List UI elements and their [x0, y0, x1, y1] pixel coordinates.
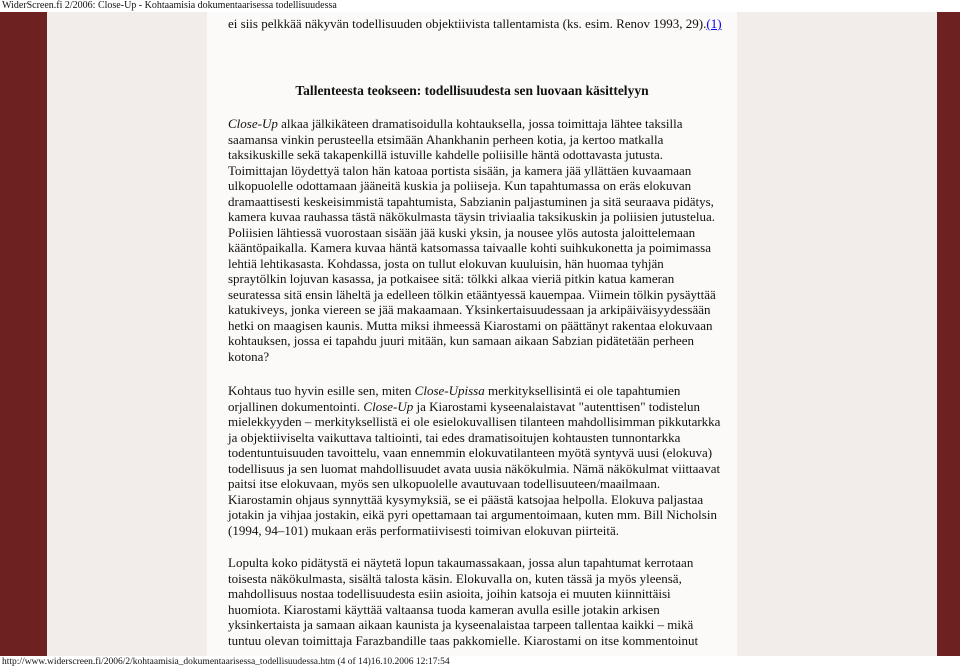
text-line: spraytölkin lojuvan kasassa, ja potkaisee sitä: tölkki alkaa vieriä pitkin katua kameran: [228, 271, 675, 286]
text-line: mielekkyyden – merkityksellistä ei ole esielokuvallisen tilanteen mahdollisimman pikkutarkka: [228, 414, 721, 429]
article-paragraph: [228, 116, 716, 364]
text-line: kamera kuvaa rauhassa tästä näkökulmasta täysin triviaalia taksikuskin ja poliisien jutustelua.: [228, 209, 716, 224]
text-line: Kohtaus tuo hyvin esille sen, miten Close-Upissa merkityksellisintä ei ole tapahtumien: [228, 383, 681, 398]
text-line: todentuntuisuuden tavoittelu, vaan ennemmin elokuvatilanteen myötä syntyvä uusi (elokuva): [228, 445, 713, 460]
text-line: jotakin ja vihjaa jostakin, eikä pyri opettamaan tai argumentoimaan, kuten mm. Bill Nicholsin: [228, 507, 717, 522]
text-line: orjallinen dokumentointi. Close-Up ja Kiarostami kyseenalaistavat "autenttisen" todistelun: [228, 398, 701, 414]
text-line: huomiota. Kiarostami käyttää valtaansa tuoda kameran avulla esille jotakin arkisen: [228, 601, 660, 617]
text-line: Toimittajan löydettyä talon hän katoaa portista sisään, ja kamera jää yllättäen kuvaamaan: [228, 162, 692, 178]
intro-line: [228, 16, 722, 32]
text-line: Close-Up alkaa jälkikäteen dramatisoidulla kohtauksella, jossa toimittaja lähtee taksilla: [228, 116, 683, 131]
footnote-link[interactable]: (1): [706, 16, 722, 31]
text-line: taksikuskille sekä takapenkillä istuville kahdelle poliisille häntä odottavasta jutusta.: [228, 147, 664, 162]
text-line: Lopulta koko pidätystä ei näytetä lopun takaumassakaan, jossa alun tapahtumat kerrotaan: [228, 555, 694, 570]
print-footer: [0, 656, 960, 668]
section-heading: Tallenteesta teokseen: todellisuudesta sen luovaan käsittelyyn: [295, 83, 649, 98]
text-line: tuntuu olevan toimittaja Farazbandille taas pakkomielle. Kiarostami on itse kommentoinut: [228, 632, 699, 648]
text-line: (1994, 94–101) mukaan eräs performatiivisesti toimivan elokuvan piirteitä.: [228, 522, 619, 538]
text-line: paitsi itse elokuvaan, myös sen ulkopuolelle avautuvaan todellisuuteen/maailmaan.: [228, 476, 661, 491]
text-line: lehtiä lehtikasasta. Kohdassa, josta on tullut elokuvan kuuluisin, hän huomaa tyhjän: [228, 255, 664, 271]
print-header-title: WiderScreen.fi 2/2006: Close-Up - Kohtaamisia dokumentaarisessa todellisuudessa: [2, 0, 337, 11]
text-line: kotona?: [228, 348, 270, 364]
text-line: ja objektiiviselta vaikuttava taltiointi, tai edes dramatisoitujen kohtausten tunnontarkka: [228, 429, 681, 445]
text-line: saamansa vinkin perusteella etsimään Ahankhanin perheen kotia, ja kertoo matkalla: [228, 131, 664, 147]
text-line: kääntöpaikalla. Kamera kuvaa häntä katsomassa taivaalle kohti suihkukonetta ja poimimassa: [228, 240, 712, 255]
film-title: Close-Upissa: [414, 383, 485, 398]
text-line: katukiveys, jonka viereen se jää makaamaan. Yksinkertaisuudessaan ja arkipäiväisyydessään: [228, 302, 711, 317]
text-line: todellisuus ja sen luomat mahdollisuudet avata uusia näkökulmia. Nämä näkökulmat viittaavat: [228, 460, 721, 476]
text-line: dramaattisesti keskeisimmistä tapahtumista, Sabzianin paljastuminen ja sitä seuraava pidätys,: [228, 193, 714, 209]
article-paragraph: [228, 383, 720, 538]
intro-text: ei siis pelkkää näkyvän todellisuuden objektiivista tallentamista (ks. esim. Renov 1993, 29).: [228, 16, 707, 31]
text-line: ulkopuolelle odottamaan jääneitä kuskia ja poliiseja. Kun tapahtumassa on eräs elokuvan: [228, 178, 692, 193]
film-title: Close-Up: [363, 398, 414, 414]
text-line: Poliisien lähtiessä vuorostaan sisään jää kuski yksin, ja nousee ylös autosta jaloittelemaan: [228, 224, 696, 240]
text-line: kohtauksen, jossa ei tapahdu juuri mitään, kun samaan aikaan Sabzian pidätetään perheen: [228, 333, 695, 348]
right-margin-panel: [737, 12, 937, 656]
text-line: yksinkertaista ja samaan aikaan kaunista ja kyseenalaistaa tarpeen tallentaa kaikki – mikä: [228, 617, 694, 632]
text-line: Kiarostamin ohjaus synnyttää kysymyksiä, se ei päästä katsojaa helpolla. Elokuva paljastaa: [228, 491, 704, 507]
article-paragraph: [228, 555, 698, 648]
left-border-band: [0, 12, 47, 656]
text-line: toisesta näkökulmasta, sisältä talosta käsin. Elokuvalla on, kuten tässä ja myös yleensä,: [228, 570, 682, 586]
article-content: [207, 12, 737, 656]
text-line: hetki on maagisen kaunis. Mutta miksi ihmeessä Kiarostami on päättänyt rakentaa elokuvaan: [228, 317, 713, 333]
right-border-band: [937, 12, 960, 656]
text-line: mahdollisuus nostaa todellisuudesta esiin asioita, joihin katsoja ei muuten kiinnittäisi: [228, 586, 671, 601]
left-margin-panel: [47, 12, 207, 656]
print-header: [0, 0, 960, 12]
film-title: Close-Up: [228, 116, 278, 131]
text-line: [228, 16, 722, 32]
print-footer-url: http://www.widerscreen.fi/2006/2/kohtaamisia_dokumentaarisessa_todellisuudessa.htm (4 of 14)16.10.2006 12:17:54: [2, 657, 450, 667]
text-line: seuratessa sitä ensin läheltä ja edelleen tölkin etääntyessä kauempaa. Viimein tölkin pysäyttää: [228, 286, 716, 302]
